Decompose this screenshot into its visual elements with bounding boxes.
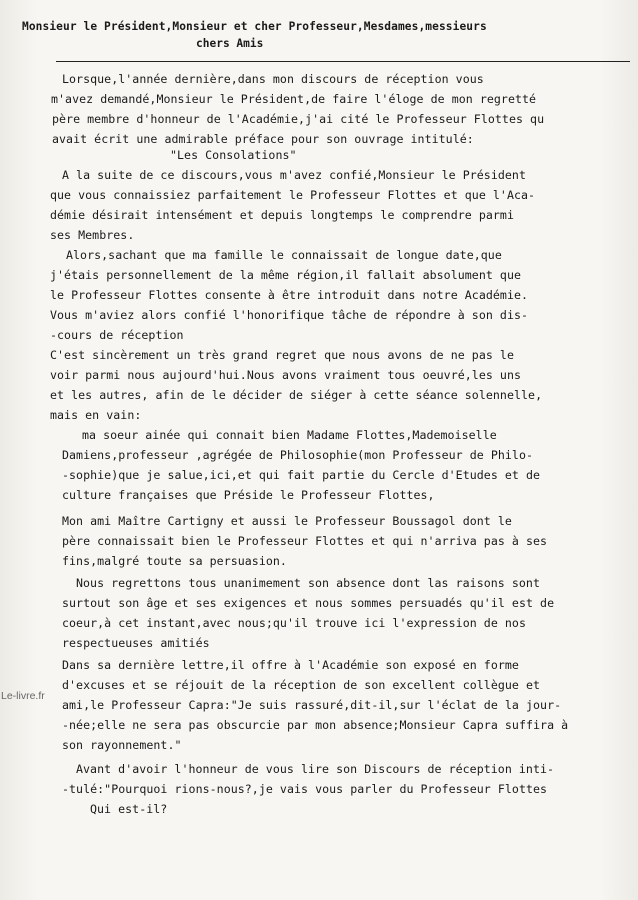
salutation-line-1: Monsieur le Président,Monsieur et cher Professeur,Mesdames,messieurs xyxy=(22,20,487,33)
text-line: Damiens,professeur ,agrégée de Philosophie(mon Professeur de Philo- xyxy=(62,448,534,462)
text-line: ses Membres. xyxy=(50,228,135,242)
salutation-line-2: chers Amis xyxy=(196,37,264,50)
text-line: -sophie)que je salue,ici,et qui fait partie du Cercle d'Etudes et de xyxy=(62,468,541,482)
text-line: d'excuses et se réjouit de la réception de son excellent collègue et xyxy=(62,678,541,692)
text-line: fins,malgré toute sa persuasion. xyxy=(62,554,287,568)
text-line: le Professeur Flottes consente à être introduit dans notre Académie. xyxy=(50,288,529,302)
text-line: -cours de réception xyxy=(50,328,184,342)
text-line: m'avez demandé,Monsieur le Président,de faire l'éloge de mon regretté xyxy=(51,92,537,106)
text-line: père connaissait bien le Professeur Flottes et qui n'arriva pas à ses xyxy=(62,534,548,548)
text-line: et les autres, afin de le décider de siéger à cette séance solennelle, xyxy=(50,388,543,402)
separator-rule xyxy=(56,61,630,62)
text-line: son rayonnement." xyxy=(62,738,182,752)
text-line: "Les Consolations" xyxy=(170,148,297,162)
text-line: coeur,à cet instant,avec nous;qu'il trouve ici l'expression de nos xyxy=(62,616,526,630)
text-line: mais en vain: xyxy=(50,408,142,422)
text-line: démie désirait intensément et depuis longtemps le comprendre parmi xyxy=(50,208,514,222)
text-line: voir parmi nous aujourd'hui.Nous avons vraiment tous oeuvré,les uns xyxy=(50,368,522,382)
text-line: Qui est-il? xyxy=(90,802,168,816)
text-line: respectueuses amitiés xyxy=(62,636,210,650)
salutation-header xyxy=(22,18,622,52)
watermark-text: Le-livre.fr xyxy=(1,690,45,702)
text-line: avait écrit une admirable préface pour son ouvrage intitulé: xyxy=(52,132,474,146)
text-line: Lorsque,l'année dernière,dans mon discours de réception vous xyxy=(62,72,484,86)
text-line: que vous connaissiez parfaitement le Professeur Flottes et que l'Aca- xyxy=(50,188,536,202)
text-line: Mon ami Maître Cartigny et aussi le Professeur Boussagol dont le xyxy=(62,514,512,528)
text-line: ma soeur ainée qui connait bien Madame Flottes,Mademoiselle xyxy=(82,428,497,442)
text-line: Nous regrettons tous unanimement son absence dont las raisons sont xyxy=(76,576,540,590)
text-line: -tulé:"Pourquoi rions-nous?,je vais vous parler du Professeur Flottes xyxy=(62,782,548,796)
text-line: -née;elle ne sera pas obscurcie par mon absence;Monsieur Capra suffira à xyxy=(62,718,569,732)
text-line: A la suite de ce discours,vous m'avez confié,Monsieur le Président xyxy=(62,168,526,182)
text-line: Dans sa dernière lettre,il offre à l'Académie son exposé en forme xyxy=(62,658,519,672)
text-line: Avant d'avoir l'honneur de vous lire son Discours de réception inti- xyxy=(76,762,555,776)
text-line: surtout son âge et ses exigences et nous sommes persuadés qu'il est de xyxy=(62,596,555,610)
text-line: Vous m'aviez alors confié l'honorifique tâche de répondre à son dis- xyxy=(50,308,529,322)
text-line: j'étais personnellement de la même région,il fallait absolument que xyxy=(50,268,522,282)
text-line: Alors,sachant que ma famille le connaissait de longue date,que xyxy=(66,248,502,262)
text-line: père membre d'honneur de l'Académie,j'ai cité le Professeur Flottes qu xyxy=(52,112,545,126)
text-line: ami,le Professeur Capra:"Je suis rassuré,dit-il,sur l'éclat de la jour- xyxy=(62,698,562,712)
text-line: culture françaises que Préside le Professeur Flottes, xyxy=(62,488,435,502)
text-line: C'est sincèrement un très grand regret que nous avons de ne pas le xyxy=(50,348,514,362)
